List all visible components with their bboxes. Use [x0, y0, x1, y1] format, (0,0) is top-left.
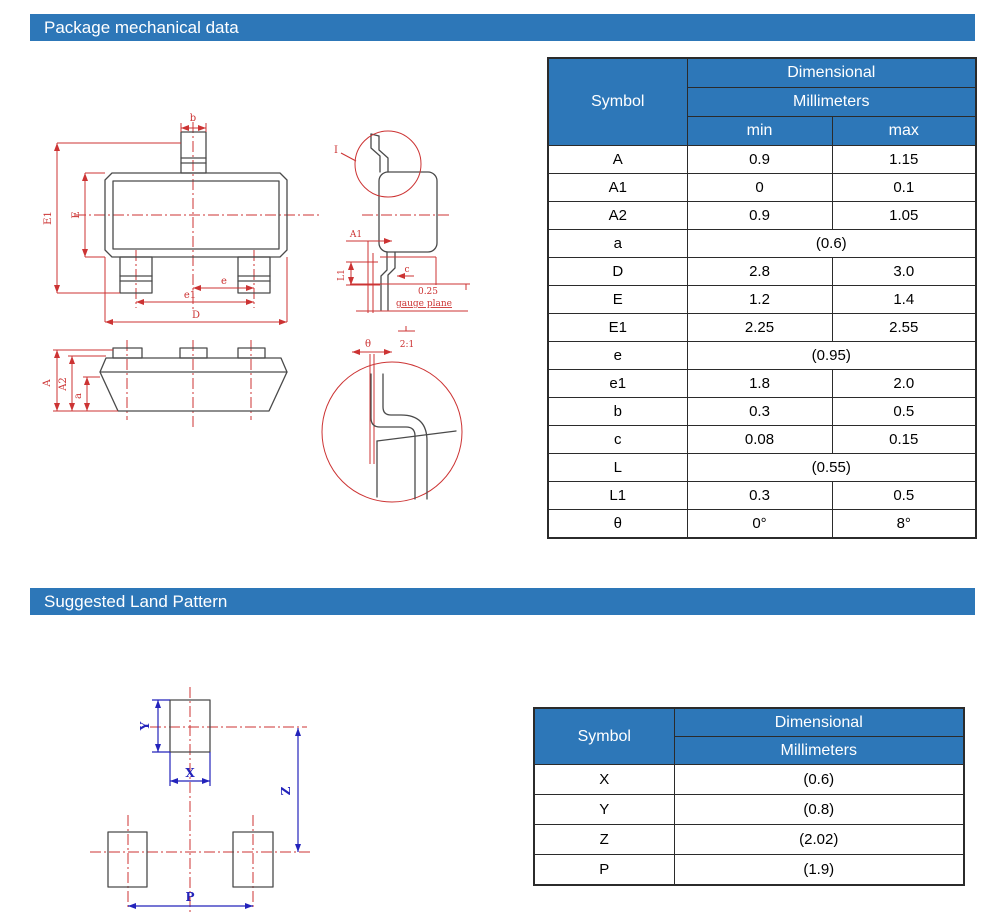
max-cell: 0.5: [832, 398, 976, 426]
table-row: [548, 286, 976, 314]
min-cell: 0°: [687, 510, 832, 539]
symbol-cell: A2: [548, 202, 687, 230]
dim-label-A1: A1: [349, 230, 363, 240]
dim-label-E1: E1: [43, 211, 54, 225]
table-row: [548, 426, 976, 454]
land-pattern-table: [533, 707, 965, 886]
table-row: [548, 398, 976, 426]
dim-label-c: c: [404, 265, 410, 275]
min-cell: 2.25: [687, 314, 832, 342]
symbol-cell: e: [548, 342, 687, 370]
table-row: [548, 370, 976, 398]
symbol-cell: Y: [534, 795, 674, 825]
min-cell: 2.8: [687, 258, 832, 286]
max-cell: 0.1: [832, 174, 976, 202]
section-title-package-mechanical-data: [30, 14, 975, 41]
detail-callout-I: I: [334, 145, 338, 156]
table-row: [548, 342, 976, 370]
table-row: [548, 258, 976, 286]
min-cell: 0.9: [687, 146, 832, 174]
dim-label-A2: A2: [58, 377, 69, 391]
table-row: [548, 202, 976, 230]
min-cell: 0.08: [687, 426, 832, 454]
symbol-cell: b: [548, 398, 687, 426]
max-cell: 1.15: [832, 146, 976, 174]
mech-header-symbol: Symbol: [548, 58, 687, 146]
max-cell: 0.15: [832, 426, 976, 454]
package-mechanical-drawing: [30, 95, 490, 540]
table-row: [534, 765, 964, 795]
dim-label-D: D: [191, 310, 201, 321]
max-cell: 8°: [832, 510, 976, 539]
max-cell: 2.55: [832, 314, 976, 342]
table-row: [534, 825, 964, 855]
dim-label-L1: L1: [337, 269, 347, 281]
gauge-offset-label: 0.25: [417, 287, 439, 297]
min-cell: 0.3: [687, 482, 832, 510]
dim-label-Z: Z: [279, 786, 293, 796]
dim-label-A: A: [42, 379, 53, 387]
symbol-cell: a: [548, 230, 687, 258]
table-row: [548, 510, 976, 539]
max-cell: 1.05: [832, 202, 976, 230]
max-cell: 2.0: [832, 370, 976, 398]
value-cell: (0.6): [674, 765, 964, 795]
table-row: [548, 482, 976, 510]
symbol-cell: D: [548, 258, 687, 286]
symbol-cell: A: [548, 146, 687, 174]
mech-header-millimeters: Millimeters: [687, 88, 976, 117]
min-cell: 1.8: [687, 370, 832, 398]
land-header-dimensional: Dimensional: [674, 708, 964, 737]
symbol-cell: A1: [548, 174, 687, 202]
value-cell: (0.55): [687, 454, 976, 482]
symbol-cell: L1: [548, 482, 687, 510]
min-cell: 1.2: [687, 286, 832, 314]
symbol-cell: E1: [548, 314, 687, 342]
dim-label-e: e: [221, 276, 227, 287]
section-title-suggested-land-pattern: [30, 588, 975, 615]
symbol-cell: c: [548, 426, 687, 454]
max-cell: 0.5: [832, 482, 976, 510]
symbol-cell: X: [534, 765, 674, 795]
section-title-text: Suggested Land Pattern: [44, 592, 228, 611]
mech-header-min: min: [687, 117, 832, 146]
value-cell: (0.6): [687, 230, 976, 258]
symbol-cell: θ: [548, 510, 687, 539]
dim-label-Y: Y: [138, 721, 152, 731]
symbol-cell: e1: [548, 370, 687, 398]
value-cell: (1.9): [674, 855, 964, 886]
table-row: [534, 855, 964, 886]
detail-view: [322, 326, 462, 502]
package-dimensions-table: [547, 57, 977, 539]
value-cell: (2.02): [674, 825, 964, 855]
min-cell: 0: [687, 174, 832, 202]
gauge-plane-label: gauge plane: [396, 299, 452, 309]
mech-header-max: max: [832, 117, 976, 146]
land-pattern-drawing: [60, 655, 380, 924]
min-cell: 0.9: [687, 202, 832, 230]
table-row: [548, 146, 976, 174]
land-pattern: [90, 687, 310, 912]
symbol-cell: L: [548, 454, 687, 482]
dim-label-e1: e1: [183, 290, 197, 301]
max-cell: 3.0: [832, 258, 976, 286]
min-cell: 0.3: [687, 398, 832, 426]
symbol-cell: Z: [534, 825, 674, 855]
front-view: [42, 340, 287, 430]
table-row: [548, 314, 976, 342]
symbol-cell: P: [534, 855, 674, 886]
section-title-text: Package mechanical data: [44, 18, 239, 37]
mech-header-dimensional: Dimensional: [687, 58, 976, 88]
dim-label-b: b: [189, 113, 197, 124]
dim-label-a: a: [73, 393, 84, 399]
dim-label-X: X: [185, 766, 195, 780]
value-cell: (0.95): [687, 342, 976, 370]
table-row: [548, 174, 976, 202]
dim-label-E: E: [71, 211, 82, 219]
table-row: [548, 230, 976, 258]
land-header-millimeters: Millimeters: [674, 737, 964, 765]
value-cell: (0.8): [674, 795, 964, 825]
symbol-cell: E: [548, 286, 687, 314]
side-view: [334, 131, 470, 313]
max-cell: 1.4: [832, 286, 976, 314]
dim-label-P: P: [185, 890, 195, 904]
detail-scale-label: 2:1: [399, 340, 415, 350]
top-view: [43, 113, 320, 322]
dim-label-theta: θ: [364, 339, 372, 350]
land-header-symbol: Symbol: [534, 708, 674, 765]
table-row: [548, 454, 976, 482]
table-row: [534, 795, 964, 825]
